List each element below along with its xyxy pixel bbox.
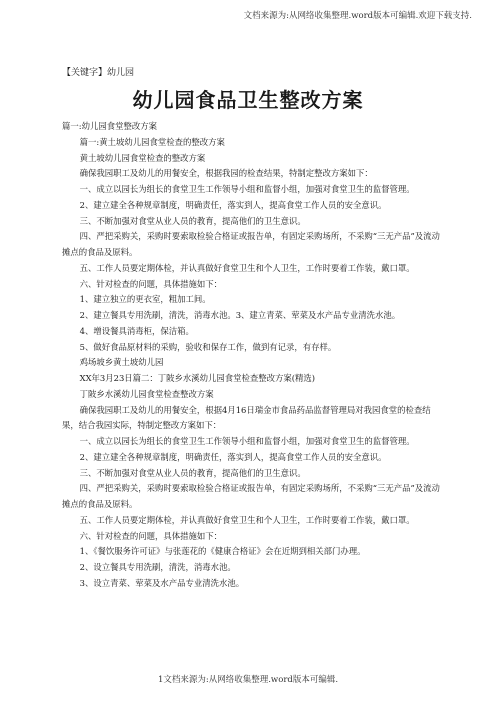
- body-paragraph: 1、建立独立的更衣室，粗加工间。: [79, 294, 211, 305]
- body-paragraph: 4、增设餐具消毒柜，保洁箱。: [79, 325, 194, 336]
- body-paragraph: 五、工作人员要定期体检，并认真做好食堂卫生和个人卫生，工作时要着工作装，戴口罩。: [79, 262, 415, 273]
- document-body: [62, 119, 440, 592]
- body-paragraph: 一、成立以园长为组长的食堂卫生工作领导小组和监督小组，加强对食堂卫生的监督管理。: [79, 184, 415, 194]
- body-paragraph: 确保我园职工及幼儿的用餐安全，根据我园的检查结果，特制定整改方案如下：: [79, 168, 373, 179]
- body-paragraph: 2、建立餐具专用洗刷，清洗，消毒水池。3、建立青菜、荤菜及水产品专业清洗水池。: [79, 310, 401, 320]
- body-paragraph: 四、严把采购关，采购时要索取检验合格证或报告单，有固定采购场所，不采购“三无产品”及流动摊点的食品及原料。: [62, 231, 440, 257]
- footer-source-note: 1文档来源为:从网络收集整理.word版本可编辑.: [157, 675, 339, 685]
- body-paragraph: 2、建立建全各种规章制度，明确责任，落实到人，提高食堂工作人员的安全意识。: [79, 199, 387, 210]
- body-paragraph: 5、做好食品原材料的采购，验收和保存工作，做到有记录，有存样。: [79, 341, 337, 352]
- body-paragraph: 三、不断加强对食堂从业人员的教育，提高他们的卫生意识。: [79, 467, 306, 478]
- body-paragraph: 五、工作人员要定期体检，并认真做好食堂卫生和个人卫生，工作时要着工作装，戴口罩。: [79, 514, 415, 525]
- body-paragraph: 一、成立以园长为组长的食堂卫生工作领导小组和监督小组，加强对食堂卫生的监督管理。: [79, 436, 415, 446]
- body-paragraph: 丁陂乡水溪幼儿园食堂检查整改方案: [79, 388, 214, 399]
- body-paragraph: 六、针对检查的问题，具体措施如下：: [79, 278, 222, 289]
- header-source-note: 文档来源为:从网络收集整理.word版本可编辑.欢迎下载支持.: [243, 11, 472, 21]
- body-paragraph: 1、《餐饮服务许可证》与张莲花的《健康合格证》会在近期到相关部门办理。: [79, 546, 366, 557]
- body-paragraph: 篇一:黄土坡幼儿园食堂检查的整改方案: [79, 136, 225, 147]
- keyword-line: 【关键字】幼儿园: [62, 68, 135, 78]
- body-paragraph: 确保我园职工及幼儿的用餐安全，根据4月16日瑞金市食品药品监督管理局对我园食堂的检查结果，结合我园实际，特制定整改方案如下：: [62, 404, 431, 431]
- body-paragraph: 三、不断加强对食堂从业人员的教育，提高他们的卫生意识。: [79, 215, 306, 226]
- body-paragraph: 2、建立建全各种规章制度，明确责任，落实到人，提高食堂工作人员的安全意识。: [79, 451, 387, 462]
- body-paragraph: XX年3月23日篇二：丁陂乡水溪幼儿园食堂检查整改方案(精选): [79, 373, 316, 383]
- body-paragraph: 3、设立青菜、荤菜及水产品专业清洗水池。: [79, 577, 245, 588]
- page-title: 幼儿园食品卫生整改方案: [132, 88, 364, 112]
- body-paragraph: 六、针对检查的问题，具体措施如下：: [79, 530, 222, 541]
- body-paragraph: 2、设立餐具专用洗刷，清洗，消毒水池。: [79, 562, 236, 572]
- body-paragraph: 鸡场坡乡黄土坡幼儿园: [79, 357, 164, 368]
- body-paragraph: 篇一:幼儿园食堂整改方案: [62, 121, 157, 131]
- body-paragraph: 黄土坡幼儿园食堂检查的整改方案: [79, 152, 206, 163]
- body-paragraph: 四、严把采购关，采购时要索取检验合格证或报告单，有固定采购场所，不采购“三无产品”及流动摊点的食品及原料。: [62, 483, 440, 509]
